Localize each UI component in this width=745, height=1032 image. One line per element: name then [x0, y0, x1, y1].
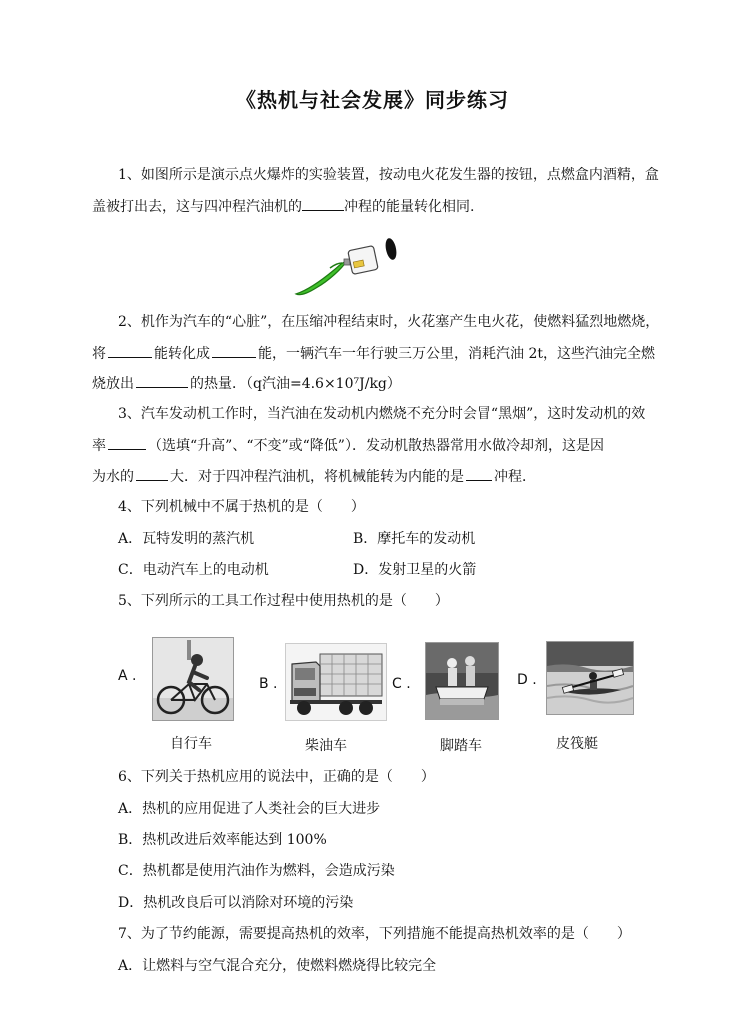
q2-line3-text-a: 烧放出	[92, 376, 134, 392]
q3-line3-text-c: 冲程．	[494, 469, 536, 485]
q5-label-b: B .	[259, 676, 278, 692]
q3-line2-text-a: 率	[92, 438, 106, 454]
q5-stem: 5、下列所示的工具工作过程中使用热机的是（ ）	[118, 593, 449, 609]
q4-option-a: A．瓦特发明的蒸汽机	[118, 531, 255, 547]
q6-option-a: A．热机的应用促进了人类社会的巨大进步	[118, 801, 381, 817]
truck-icon	[286, 644, 386, 720]
q3-blank-2	[136, 466, 168, 481]
q4-option-c: C．电动汽车上的电动机	[118, 562, 269, 578]
q2-line1: 2、机作为汽车的“心脏”，在压缩冲程结束时，火花塞产生电火花，使燃料猛烈地燃烧，	[118, 314, 660, 330]
q2-blank-3	[136, 373, 188, 388]
kayak-image	[546, 641, 634, 715]
q3-line1: 3、汽车发动机工作时，当汽油在发动机内燃烧不充分时会冒“黑烟”，这时发动机的效	[118, 406, 646, 422]
q5-label-c: C .	[392, 676, 411, 692]
q4-option-d: D．发射卫星的火箭	[353, 562, 477, 578]
q7-stem: 7、为了节约能源，需要提高热机的效率，下列措施不能提高热机效率的是（ ）	[118, 926, 631, 942]
q3-blank-3	[466, 466, 492, 481]
q2-blank-1	[108, 343, 152, 358]
box-lid-icon	[384, 237, 398, 261]
q1-line2-text-a: 盖被打出去，这与四冲程汽油机的	[92, 199, 302, 215]
q5-label-a: A .	[118, 668, 137, 684]
q3-blank-1	[108, 435, 146, 450]
q3-line3-text-a: 为水的	[92, 469, 134, 485]
pedal-boat-icon	[426, 643, 498, 719]
q1-line2	[92, 196, 474, 217]
q4-stem: 4、下列机械中不属于热机的是（ ）	[118, 499, 365, 515]
q2-line3-text-b: 的热量．（q汽油=4.6×10⁷J/kg）	[190, 376, 401, 392]
q5-caption-d: 皮筏艇	[556, 736, 598, 752]
q2-line3	[92, 373, 401, 394]
q3-line2-text-b: （选填“升高”、“不变”或“降低”）．发动机散热器常用水做冷却剂，这是因	[148, 438, 604, 454]
q6-option-b: B．热机改进后效率能达到 100%	[118, 832, 327, 848]
q3-line3	[92, 466, 536, 487]
spark-generator-handle-icon	[296, 262, 346, 295]
q2-line2-text-b: 能转化成	[154, 346, 210, 362]
q2-line2-text-a: 将	[92, 346, 106, 362]
q2-line2	[92, 343, 655, 364]
q1-blank-1	[302, 196, 344, 211]
q3-line3-text-b: 大．对于四冲程汽油机，将机械能转为内能的是	[170, 469, 464, 485]
q1-line1: 1、如图所示是演示点火爆炸的实验装置，按动电火花发生器的按钮，点燃盒内酒精，盒	[118, 167, 659, 183]
q6-stem: 6、下列关于热机应用的说法中，正确的是（ ）	[118, 769, 435, 785]
pedal-boat-image	[425, 642, 499, 720]
kayak-icon	[547, 642, 633, 714]
bicycle-image	[152, 637, 234, 721]
q6-option-c: C．热机都是使用汽油作为燃料，会造成污染	[118, 863, 395, 879]
q5-caption-c: 脚踏车	[440, 738, 482, 754]
spark-apparatus-illustration	[290, 232, 410, 300]
q6-option-d: D．热机改良后可以消除对环境的污染	[118, 895, 354, 911]
q5-caption-a: 自行车	[170, 736, 212, 752]
bicycle-icon	[153, 638, 233, 720]
q3-line2	[92, 435, 604, 456]
page-title: 《热机与社会发展》同步练习	[236, 88, 509, 112]
diesel-truck-image	[285, 643, 387, 721]
q2-blank-2	[212, 343, 256, 358]
q5-label-d: D .	[517, 672, 537, 688]
q1-line2-text-b: 冲程的能量转化相同.	[344, 199, 475, 215]
q5-caption-b: 柴油车	[305, 738, 347, 754]
q4-option-b: B．摩托车的发动机	[353, 531, 476, 547]
q7-option-a: A．让燃料与空气混合充分，使燃料燃烧得比较完全	[118, 958, 437, 974]
q2-line2-text-c: 能，一辆汽车一年行驶三万公里，消耗汽油 2t，这些汽油完全燃	[258, 346, 655, 362]
